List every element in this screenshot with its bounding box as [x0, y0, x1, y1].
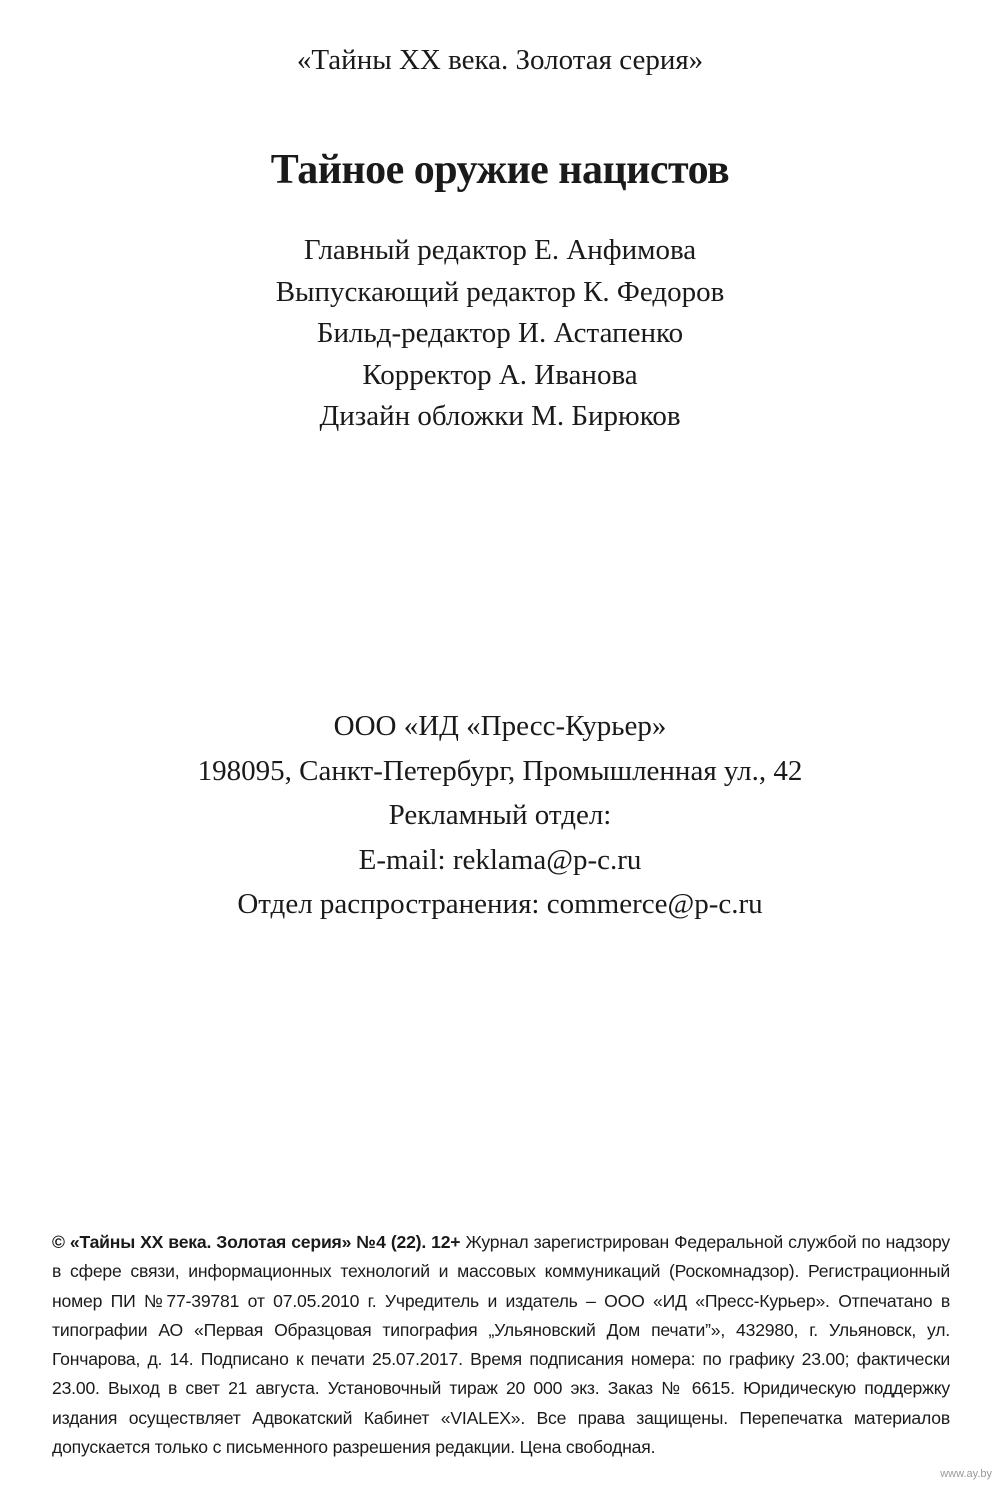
- publisher-block: [0, 704, 1000, 927]
- credits-block: [0, 230, 1000, 438]
- credit-managing-editor: Выпускающий редактор К. Федоров: [275, 275, 725, 308]
- book-title: Тайное оружие нацистов: [270, 147, 730, 193]
- ad-email: E-mail: reklama@p-c.ru: [358, 843, 642, 876]
- credit-photo-editor: Бильд-редактор И. Астапенко: [316, 317, 684, 349]
- credit-chief-editor: Главный редактор Е. Анфимова: [303, 234, 697, 266]
- imprint-text: Журнал зарегистрирован Федеральной службой по надзору в сфере связи, информационных технологий и массовых коммуникаций (Роскомнадзор). Регистрационный номер ПИ №77-39781 от 07.05.2010 г. Учредитель и издатель – ООО «ИД «Пресс-Курьер». Отпечатано в типографии АО «Первая Образцовая типография „Ульяновский Дом печати”», 432980, г. Ульяновск, ул. Гончарова, д. 14. Подписано к печати 25.07.2017. Время подписания номера: по графику 23.00; фактически 23.00. Выход в свет 21 августа. Установочный тираж 20 000 экз. Заказ № 6615. Юридическую поддержку издания осуществляет Адвокатский Кабинет «VIALEX». Все права защищены. Перепечатка материалов допускается только с письменного разрешения редакции. Цена свободная.: [52, 1232, 950, 1458]
- publisher-address: 198095, Санкт-Петербург, Промышленная ул., 42: [197, 754, 803, 787]
- imprint-issue-info: © «Тайны XX века. Золотая серия» №4 (22). 12+: [52, 1232, 461, 1252]
- credit-cover-design: Дизайн обложки М. Бирюков: [319, 400, 681, 432]
- series-title: «Тайны XX века. Золотая серия»: [296, 44, 704, 76]
- publisher-name: ООО «ИД «Пресс-Курьер»: [333, 710, 667, 742]
- source-watermark: www.ay.by: [940, 1468, 992, 1480]
- imprint-block: [52, 1228, 950, 1462]
- credit-proofreader: Корректор А. Иванова: [362, 358, 638, 391]
- ad-department-label: Рекламный отдел:: [388, 799, 612, 831]
- distribution-email: Отдел распространения: commerce@p-c.ru: [237, 888, 763, 920]
